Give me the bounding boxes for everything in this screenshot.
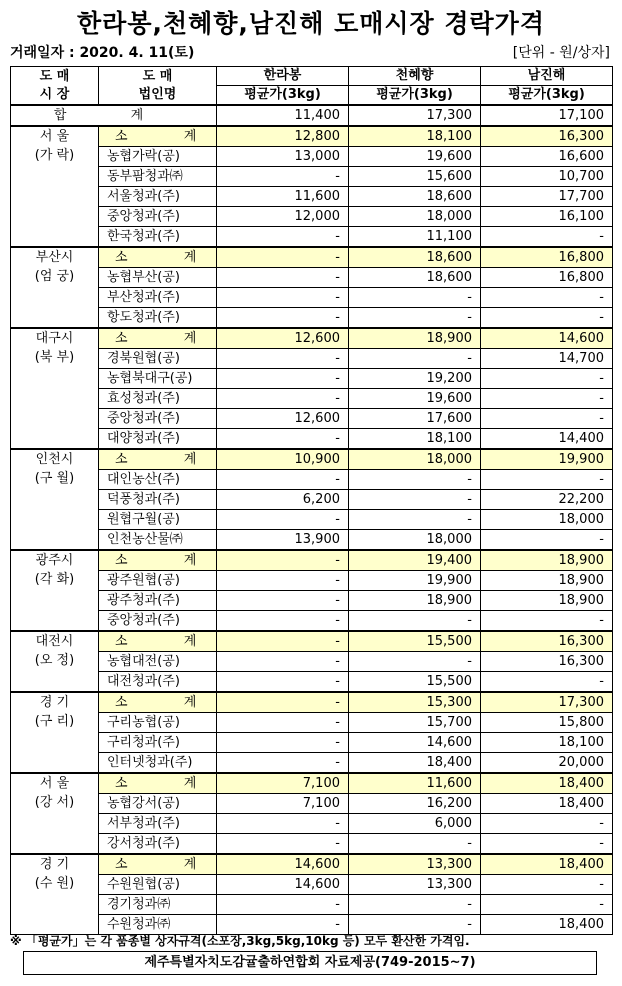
price-value: - bbox=[217, 814, 349, 834]
table-row bbox=[11, 470, 613, 490]
price-value: 22,200 bbox=[481, 490, 613, 510]
price-value: - bbox=[217, 672, 349, 693]
price-value: 18,100 bbox=[349, 429, 481, 450]
subtotal-row bbox=[11, 328, 613, 349]
corp-name: 구리청과(주) bbox=[99, 733, 217, 753]
corp-name: 농협북대구(공) bbox=[99, 369, 217, 389]
price-value: 18,400 bbox=[481, 854, 613, 875]
subtotal-row bbox=[11, 854, 613, 875]
corp-name: 경북원협(공) bbox=[99, 349, 217, 369]
price-value: 16,100 bbox=[481, 207, 613, 227]
header-avg-label: 평균가(3kg) bbox=[481, 86, 613, 106]
market-name: 경 기 (수 원) bbox=[11, 854, 99, 935]
corp-name: 한국청과(주) bbox=[99, 227, 217, 248]
price-value: 16,300 bbox=[481, 126, 613, 147]
table-row bbox=[11, 713, 613, 733]
price-value: 17,300 bbox=[481, 692, 613, 713]
table-row bbox=[11, 308, 613, 329]
table-row bbox=[11, 794, 613, 814]
total-row bbox=[11, 105, 613, 126]
price-value: 13,300 bbox=[349, 875, 481, 895]
corp-name: 소 계 bbox=[99, 773, 217, 794]
price-value: - bbox=[481, 369, 613, 389]
price-value: 18,900 bbox=[349, 591, 481, 611]
corp-name: 수원원협(공) bbox=[99, 875, 217, 895]
corp-name: 중앙청과(주) bbox=[99, 611, 217, 632]
price-value: 18,000 bbox=[349, 207, 481, 227]
corp-name: 인천농산물㈜ bbox=[99, 530, 217, 551]
price-value: 18,400 bbox=[481, 915, 613, 935]
price-value: 19,600 bbox=[349, 389, 481, 409]
table-row bbox=[11, 611, 613, 632]
price-value: 12,800 bbox=[217, 126, 349, 147]
table-row bbox=[11, 530, 613, 551]
price-value: - bbox=[481, 875, 613, 895]
corp-name: 수원청과㈜ bbox=[99, 915, 217, 935]
table-row bbox=[11, 389, 613, 409]
table-row bbox=[11, 268, 613, 288]
price-value: - bbox=[481, 530, 613, 551]
market-name: 대전시 (오 정) bbox=[11, 631, 99, 692]
corp-name: 서부청과(주) bbox=[99, 814, 217, 834]
table-row bbox=[11, 875, 613, 895]
price-value: - bbox=[349, 611, 481, 632]
price-value: - bbox=[217, 550, 349, 571]
price-value: 16,600 bbox=[481, 147, 613, 167]
price-value: - bbox=[481, 814, 613, 834]
table-row bbox=[11, 510, 613, 530]
total-value: 11,400 bbox=[217, 105, 349, 126]
price-value: 14,600 bbox=[481, 328, 613, 349]
price-value: - bbox=[217, 167, 349, 187]
price-value: - bbox=[217, 429, 349, 450]
price-value: - bbox=[217, 571, 349, 591]
market-name: 대구시 (북 부) bbox=[11, 328, 99, 449]
corp-name: 소 계 bbox=[99, 449, 217, 470]
price-value: 12,000 bbox=[217, 207, 349, 227]
price-value: - bbox=[481, 672, 613, 693]
price-value: 6,000 bbox=[349, 814, 481, 834]
price-value: - bbox=[481, 308, 613, 329]
price-value: - bbox=[481, 611, 613, 632]
price-value: - bbox=[349, 834, 481, 855]
price-value: - bbox=[217, 733, 349, 753]
corp-name: 경기청과㈜ bbox=[99, 895, 217, 915]
price-value: - bbox=[349, 652, 481, 672]
price-value: 18,100 bbox=[481, 733, 613, 753]
price-value: - bbox=[481, 389, 613, 409]
subtotal-row bbox=[11, 773, 613, 794]
price-value: 11,600 bbox=[349, 773, 481, 794]
price-value: 18,900 bbox=[349, 328, 481, 349]
market-name: 부산시 (엄 궁) bbox=[11, 247, 99, 328]
price-value: 19,400 bbox=[349, 550, 481, 571]
price-value: - bbox=[481, 409, 613, 429]
price-value: - bbox=[349, 470, 481, 490]
price-value: - bbox=[217, 652, 349, 672]
price-value: 19,900 bbox=[481, 449, 613, 470]
corp-name: 소 계 bbox=[99, 247, 217, 268]
price-value: 13,300 bbox=[349, 854, 481, 875]
price-value: - bbox=[217, 591, 349, 611]
price-value: - bbox=[217, 470, 349, 490]
price-value: - bbox=[481, 227, 613, 248]
price-value: - bbox=[481, 895, 613, 915]
corp-name: 강서청과(주) bbox=[99, 834, 217, 855]
table-row bbox=[11, 409, 613, 429]
subtotal-row bbox=[11, 550, 613, 571]
price-value: 15,300 bbox=[349, 692, 481, 713]
corp-name: 인터넷청과(주) bbox=[99, 753, 217, 774]
corp-name: 소 계 bbox=[99, 126, 217, 147]
corp-name: 서울청과(주) bbox=[99, 187, 217, 207]
price-value: 16,200 bbox=[349, 794, 481, 814]
price-value: - bbox=[349, 308, 481, 329]
price-value: - bbox=[349, 490, 481, 510]
price-value: - bbox=[217, 268, 349, 288]
price-value: 16,800 bbox=[481, 268, 613, 288]
table-row bbox=[11, 652, 613, 672]
price-value: 17,700 bbox=[481, 187, 613, 207]
corp-name: 농협강서(공) bbox=[99, 794, 217, 814]
page-title: 한라봉,천혜향,남진해 도매시장 경락가격 bbox=[77, 9, 545, 38]
subtotal-row bbox=[11, 247, 613, 268]
price-value: 10,900 bbox=[217, 449, 349, 470]
price-value: 18,000 bbox=[481, 510, 613, 530]
price-value: - bbox=[217, 611, 349, 632]
price-value: 18,900 bbox=[481, 571, 613, 591]
subtotal-row bbox=[11, 449, 613, 470]
subtotal-row bbox=[11, 631, 613, 652]
price-value: 17,600 bbox=[349, 409, 481, 429]
price-value: - bbox=[349, 288, 481, 308]
table-row bbox=[11, 349, 613, 369]
price-value: 18,600 bbox=[349, 268, 481, 288]
table-row bbox=[11, 187, 613, 207]
price-value: - bbox=[217, 915, 349, 935]
corp-name: 부산청과(주) bbox=[99, 288, 217, 308]
corp-name: 광주원협(공) bbox=[99, 571, 217, 591]
corp-name: 효성청과(주) bbox=[99, 389, 217, 409]
price-value: 18,600 bbox=[349, 187, 481, 207]
table-row bbox=[11, 753, 613, 774]
price-value: - bbox=[217, 753, 349, 774]
price-value: 6,200 bbox=[217, 490, 349, 510]
price-value: - bbox=[217, 895, 349, 915]
price-value: - bbox=[217, 308, 349, 329]
price-value: 12,600 bbox=[217, 409, 349, 429]
header-avg-label: 평균가(3kg) bbox=[349, 86, 481, 106]
table-row bbox=[11, 591, 613, 611]
price-value: - bbox=[217, 389, 349, 409]
price-value: 15,800 bbox=[481, 713, 613, 733]
table-row bbox=[11, 207, 613, 227]
total-label: 합 계 bbox=[11, 105, 217, 126]
price-value: - bbox=[217, 227, 349, 248]
corp-name: 항도청과(주) bbox=[99, 308, 217, 329]
subtotal-row bbox=[11, 126, 613, 147]
price-value: 15,600 bbox=[349, 167, 481, 187]
unit-label: [단위 - 원/상자] bbox=[512, 45, 610, 61]
price-value: - bbox=[217, 692, 349, 713]
price-value: 10,700 bbox=[481, 167, 613, 187]
corp-name: 농협가락(공) bbox=[99, 147, 217, 167]
header-product: 천혜향 bbox=[349, 67, 481, 86]
price-value: 15,700 bbox=[349, 713, 481, 733]
market-name: 서 울 (가 락) bbox=[11, 126, 99, 247]
header-market: 도 매 시 장 bbox=[11, 67, 99, 106]
header-product: 남진해 bbox=[481, 67, 613, 86]
price-value: 16,800 bbox=[481, 247, 613, 268]
total-value: 17,300 bbox=[349, 105, 481, 126]
price-value: 11,600 bbox=[217, 187, 349, 207]
price-value: 13,000 bbox=[217, 147, 349, 167]
price-value: - bbox=[481, 834, 613, 855]
price-value: 19,900 bbox=[349, 571, 481, 591]
header-avg-label: 평균가(3kg) bbox=[217, 86, 349, 106]
corp-name: 중앙청과(주) bbox=[99, 207, 217, 227]
header-product: 한라봉 bbox=[217, 67, 349, 86]
price-value: 14,600 bbox=[217, 854, 349, 875]
table-row bbox=[11, 369, 613, 389]
table-row bbox=[11, 429, 613, 450]
corp-name: 원협구월(공) bbox=[99, 510, 217, 530]
corp-name: 중앙청과(주) bbox=[99, 409, 217, 429]
price-value: 18,000 bbox=[349, 530, 481, 551]
price-value: - bbox=[217, 510, 349, 530]
price-value: 16,300 bbox=[481, 652, 613, 672]
header-row-products bbox=[11, 67, 613, 86]
corp-name: 대전청과(주) bbox=[99, 672, 217, 693]
total-value: 17,100 bbox=[481, 105, 613, 126]
price-value: 16,300 bbox=[481, 631, 613, 652]
price-value: - bbox=[217, 713, 349, 733]
price-value: 11,100 bbox=[349, 227, 481, 248]
table-row bbox=[11, 227, 613, 248]
price-value: 18,900 bbox=[481, 550, 613, 571]
source-box: 제주특별자치도감귤출하연합회 자료제공(749-2015~7) bbox=[23, 951, 597, 975]
corp-name: 소 계 bbox=[99, 550, 217, 571]
price-value: 14,600 bbox=[349, 733, 481, 753]
corp-name: 농협부산(공) bbox=[99, 268, 217, 288]
price-value: 18,900 bbox=[481, 591, 613, 611]
table-row bbox=[11, 571, 613, 591]
price-value: 19,600 bbox=[349, 147, 481, 167]
price-value: 18,000 bbox=[349, 449, 481, 470]
corp-name: 농협대전(공) bbox=[99, 652, 217, 672]
price-value: - bbox=[217, 288, 349, 308]
corp-name: 대인농산(주) bbox=[99, 470, 217, 490]
table-row bbox=[11, 167, 613, 187]
price-value: 19,200 bbox=[349, 369, 481, 389]
price-value: 14,400 bbox=[481, 429, 613, 450]
corp-name: 구리농협(공) bbox=[99, 713, 217, 733]
price-value: 12,600 bbox=[217, 328, 349, 349]
table-row bbox=[11, 834, 613, 855]
price-value: 14,600 bbox=[217, 875, 349, 895]
price-value: - bbox=[481, 470, 613, 490]
table-row bbox=[11, 733, 613, 753]
price-value: - bbox=[349, 510, 481, 530]
corp-name: 소 계 bbox=[99, 692, 217, 713]
price-value: - bbox=[217, 834, 349, 855]
price-value: 7,100 bbox=[217, 794, 349, 814]
table-row bbox=[11, 814, 613, 834]
corp-name: 동부팜청과㈜ bbox=[99, 167, 217, 187]
price-value: - bbox=[217, 631, 349, 652]
price-value: 14,700 bbox=[481, 349, 613, 369]
corp-name: 덕풍청과(주) bbox=[99, 490, 217, 510]
price-value: - bbox=[217, 247, 349, 268]
price-value: 7,100 bbox=[217, 773, 349, 794]
price-value: 18,400 bbox=[481, 773, 613, 794]
table-row bbox=[11, 288, 613, 308]
price-value: - bbox=[481, 288, 613, 308]
subtotal-row bbox=[11, 692, 613, 713]
price-value: 18,400 bbox=[481, 794, 613, 814]
price-value: - bbox=[217, 369, 349, 389]
corp-name: 소 계 bbox=[99, 631, 217, 652]
price-value: 18,400 bbox=[349, 753, 481, 774]
table-row bbox=[11, 147, 613, 167]
market-name: 인천시 (구 월) bbox=[11, 449, 99, 550]
corp-name: 소 계 bbox=[99, 854, 217, 875]
corp-name: 광주청과(주) bbox=[99, 591, 217, 611]
price-value: - bbox=[349, 349, 481, 369]
market-name: 서 울 (강 서) bbox=[11, 773, 99, 854]
price-value: 13,900 bbox=[217, 530, 349, 551]
price-value: - bbox=[217, 349, 349, 369]
table-row bbox=[11, 895, 613, 915]
market-name: 경 기 (구 리) bbox=[11, 692, 99, 773]
corp-name: 대양청과(주) bbox=[99, 429, 217, 450]
header-corp: 도 매 법인명 bbox=[99, 67, 217, 106]
trade-date: 거래일자 : 2020. 4. 11(토) bbox=[10, 45, 195, 61]
price-value: 18,100 bbox=[349, 126, 481, 147]
market-name: 광주시 (각 화) bbox=[11, 550, 99, 631]
price-value: - bbox=[349, 895, 481, 915]
price-table bbox=[10, 66, 613, 935]
price-value: - bbox=[349, 915, 481, 935]
table-row bbox=[11, 672, 613, 693]
price-value: 18,600 bbox=[349, 247, 481, 268]
price-value: 15,500 bbox=[349, 631, 481, 652]
corp-name: 소 계 bbox=[99, 328, 217, 349]
footnote: ※ 「평균가」는 각 품종별 상자규격(소포장,3kg,5kg,10kg 등) 모두 환산한 가격임. bbox=[10, 934, 470, 948]
price-value: 15,500 bbox=[349, 672, 481, 693]
price-value: 20,000 bbox=[481, 753, 613, 774]
table-row bbox=[11, 490, 613, 510]
